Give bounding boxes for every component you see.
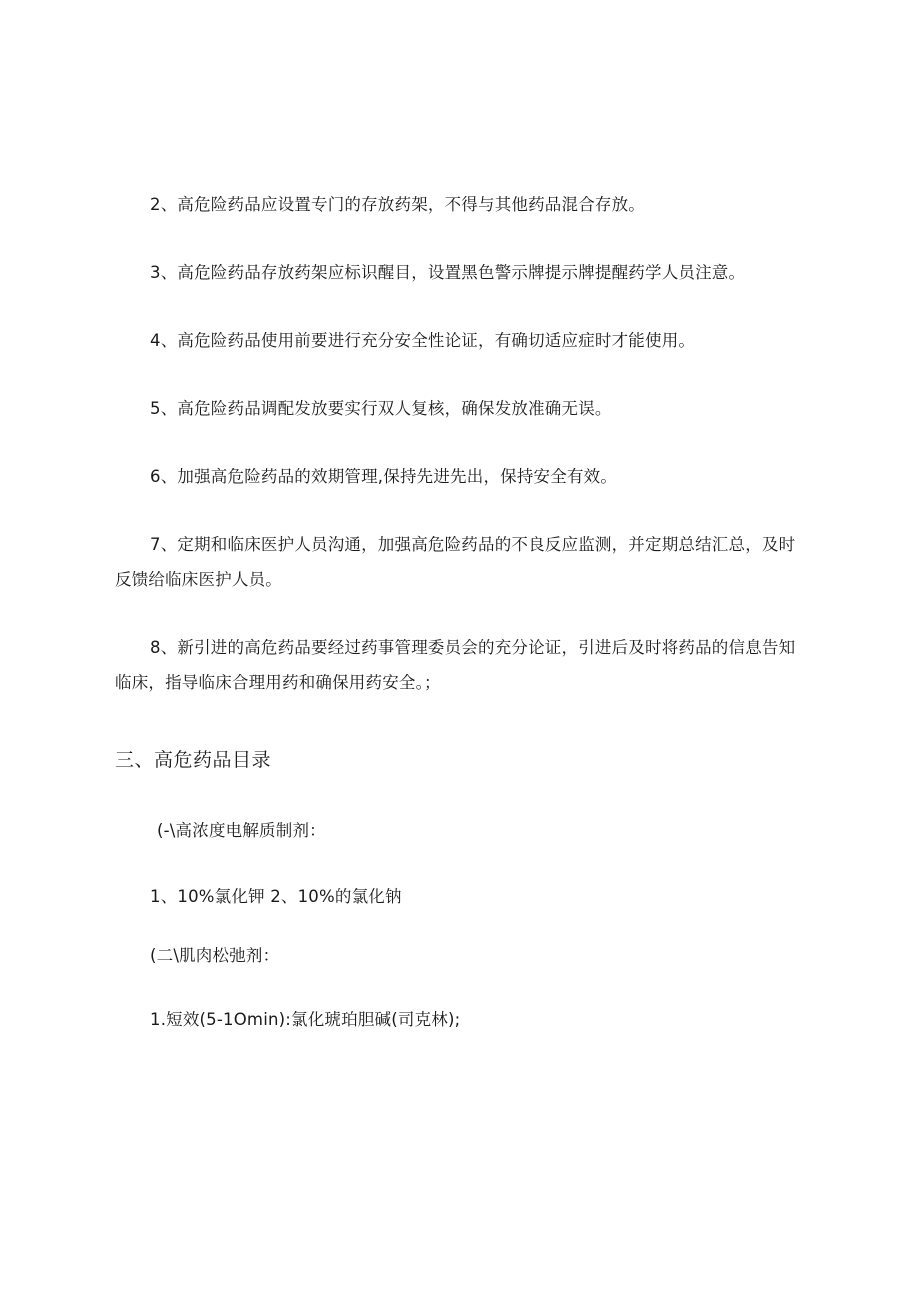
rule-6: 6、加强高危险药品的效期管理,保持先进先出，保持安全有效。	[150, 467, 618, 486]
subsection-1-title: (-\高浓度电解质制剂：	[157, 821, 326, 840]
rule-7-line-1: 7、定期和临床医护人员沟通，加强高危险药品的不良反应监测，并定期总结汇总，及时	[150, 535, 796, 554]
subsection-1-items: 1、10%氯化钾 2、10%的氯化钠	[150, 887, 402, 906]
rule-4: 4、高危险药品使用前要进行充分安全性论证，有确切适应症时才能使用。	[150, 331, 696, 350]
rule-8-line-2: 临床，指导临床合理用药和确保用药安全。；	[115, 673, 441, 692]
rule-3: 3、高危险药品存放药架应标识醒目，设置黑色警示牌提示牌提醒药学人员注意。	[150, 263, 746, 282]
subsection-2-title: (二\肌肉松弛剂：	[150, 946, 280, 965]
rule-2: 2、高危险药品应设置专门的存放药架，不得与其他药品混合存放。	[150, 195, 645, 214]
rule-7-line-2: 反馈给临床医护人员。	[115, 570, 282, 589]
section-title: 三、高危药品目录	[115, 749, 272, 771]
rule-5: 5、高危险药品调配发放要实行双人复核，确保发放准确无误。	[150, 399, 612, 418]
subsection-2-items: 1.短效(5-1Omin):氯化琥珀胆碱(司克林);	[150, 1010, 461, 1029]
rule-8-line-1: 8、新引进的高危药品要经过药事管理委员会的充分论证，引进后及时将药品的信息告知	[150, 638, 796, 657]
